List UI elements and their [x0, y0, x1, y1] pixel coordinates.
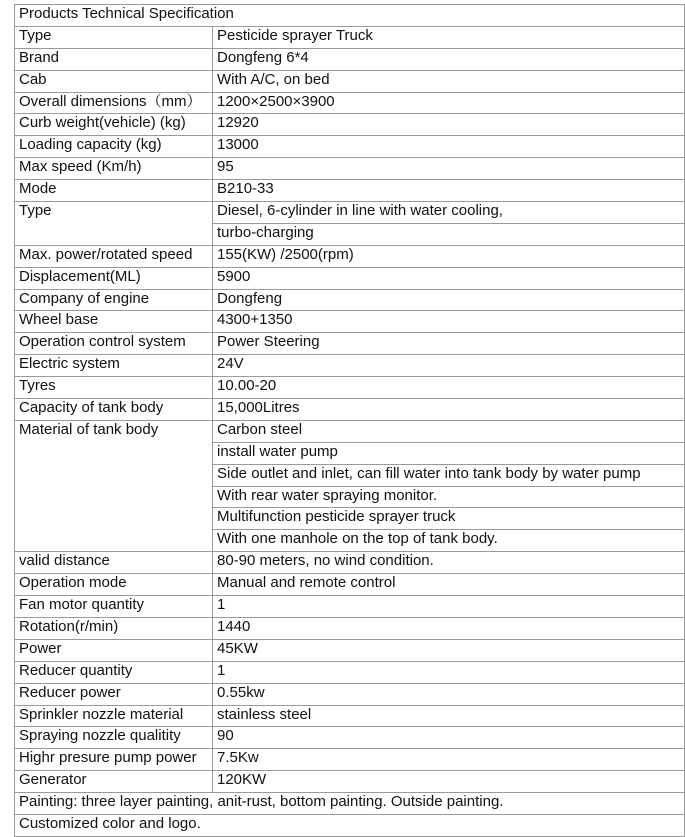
spec-value: Carbon steel — [213, 420, 685, 442]
spec-value: 1200×2500×3900 — [213, 92, 685, 114]
spec-label: Generator — [15, 771, 213, 793]
spec-value: Manual and remote control — [213, 574, 685, 596]
spec-value: 4300+1350 — [213, 311, 685, 333]
spec-label: Spraying nozzle qualitity — [15, 727, 213, 749]
footer-row — [15, 793, 685, 815]
spec-row — [15, 289, 685, 311]
spec-value: B210-33 — [213, 180, 685, 202]
spec-label: Company of engine — [15, 289, 213, 311]
table-title: Products Technical Specification — [15, 5, 685, 27]
spec-label: valid distance — [15, 552, 213, 574]
spec-value: 1440 — [213, 617, 685, 639]
spec-row — [15, 70, 685, 92]
spec-value: Diesel, 6-cylinder in line with water cooling, — [213, 202, 685, 224]
spec-row — [15, 749, 685, 771]
spec-row — [15, 311, 685, 333]
spec-row — [15, 180, 685, 202]
spec-row — [15, 114, 685, 136]
spec-row — [15, 399, 685, 421]
spec-label: Capacity of tank body — [15, 399, 213, 421]
spec-value: 155(KW) /2500(rpm) — [213, 245, 685, 267]
spec-value: 12920 — [213, 114, 685, 136]
spec-label: Sprinkler nozzle material — [15, 705, 213, 727]
spec-value: 120KW — [213, 771, 685, 793]
spec-value: Side outlet and inlet, can fill water into tank body by water pump — [213, 464, 685, 486]
spec-value: 1 — [213, 661, 685, 683]
spec-label: Type — [15, 202, 213, 246]
spec-value: 10.00-20 — [213, 377, 685, 399]
spec-row — [15, 355, 685, 377]
spec-label: Rotation(r/min) — [15, 617, 213, 639]
spec-row — [15, 705, 685, 727]
spec-label: Wheel base — [15, 311, 213, 333]
spec-value: Dongfeng — [213, 289, 685, 311]
spec-value: 45KW — [213, 639, 685, 661]
spec-row — [15, 596, 685, 618]
spec-label: Material of tank body — [15, 420, 213, 551]
spec-value: stainless steel — [213, 705, 685, 727]
spec-label: Displacement(ML) — [15, 267, 213, 289]
spec-row — [15, 727, 685, 749]
spec-label: Mode — [15, 180, 213, 202]
spec-row — [15, 574, 685, 596]
spec-row — [15, 245, 685, 267]
spec-row — [15, 639, 685, 661]
spec-label: Max. power/rotated speed — [15, 245, 213, 267]
spec-row — [15, 771, 685, 793]
spec-label: Loading capacity (kg) — [15, 136, 213, 158]
spec-label: Reducer power — [15, 683, 213, 705]
spec-label: Fan motor quantity — [15, 596, 213, 618]
spec-value: With A/C, on bed — [213, 70, 685, 92]
spec-row — [15, 158, 685, 180]
spec-row — [15, 377, 685, 399]
spec-value: 7.5Kw — [213, 749, 685, 771]
spec-row — [15, 267, 685, 289]
spec-row — [15, 26, 685, 48]
spec-label: Reducer quantity — [15, 661, 213, 683]
spec-label: Electric system — [15, 355, 213, 377]
spec-row — [15, 683, 685, 705]
spec-row — [15, 661, 685, 683]
spec-label: Overall dimensions（mm） — [15, 92, 213, 114]
footer-note: Painting: three layer painting, anit-rust, bottom painting. Outside painting. — [15, 793, 685, 815]
spec-value: 5900 — [213, 267, 685, 289]
spec-label: Max speed (Km/h) — [15, 158, 213, 180]
spec-row — [15, 420, 685, 442]
spec-value: Dongfeng 6*4 — [213, 48, 685, 70]
footer-note: Customized color and logo. — [15, 814, 685, 836]
spec-value: Power Steering — [213, 333, 685, 355]
spec-table — [14, 4, 685, 837]
spec-value: 95 — [213, 158, 685, 180]
spec-label: Tyres — [15, 377, 213, 399]
title-row — [15, 5, 685, 27]
spec-value: 13000 — [213, 136, 685, 158]
spec-value: 80-90 meters, no wind condition. — [213, 552, 685, 574]
spec-value: 0.55kw — [213, 683, 685, 705]
spec-row — [15, 136, 685, 158]
spec-row — [15, 92, 685, 114]
footer-row — [15, 814, 685, 836]
spec-label: Operation mode — [15, 574, 213, 596]
spec-label: Operation control system — [15, 333, 213, 355]
spec-row — [15, 617, 685, 639]
spec-value: Pesticide sprayer Truck — [213, 26, 685, 48]
spec-label: Curb weight(vehicle) (kg) — [15, 114, 213, 136]
spec-label: Type — [15, 26, 213, 48]
spec-value: 24V — [213, 355, 685, 377]
spec-value: With rear water spraying monitor. — [213, 486, 685, 508]
spec-value: With one manhole on the top of tank body. — [213, 530, 685, 552]
spec-label: Brand — [15, 48, 213, 70]
spec-value: install water pump — [213, 442, 685, 464]
spec-value: 15,000Litres — [213, 399, 685, 421]
spec-row — [15, 48, 685, 70]
spec-row — [15, 202, 685, 224]
spec-value: 90 — [213, 727, 685, 749]
spec-label: Cab — [15, 70, 213, 92]
spec-label: Power — [15, 639, 213, 661]
spec-value: 1 — [213, 596, 685, 618]
spec-row — [15, 552, 685, 574]
spec-row — [15, 333, 685, 355]
spec-label: Highr presure pump power — [15, 749, 213, 771]
spec-value: Multifunction pesticide sprayer truck — [213, 508, 685, 530]
spec-value: turbo-charging — [213, 223, 685, 245]
spec-table-body — [15, 5, 685, 837]
